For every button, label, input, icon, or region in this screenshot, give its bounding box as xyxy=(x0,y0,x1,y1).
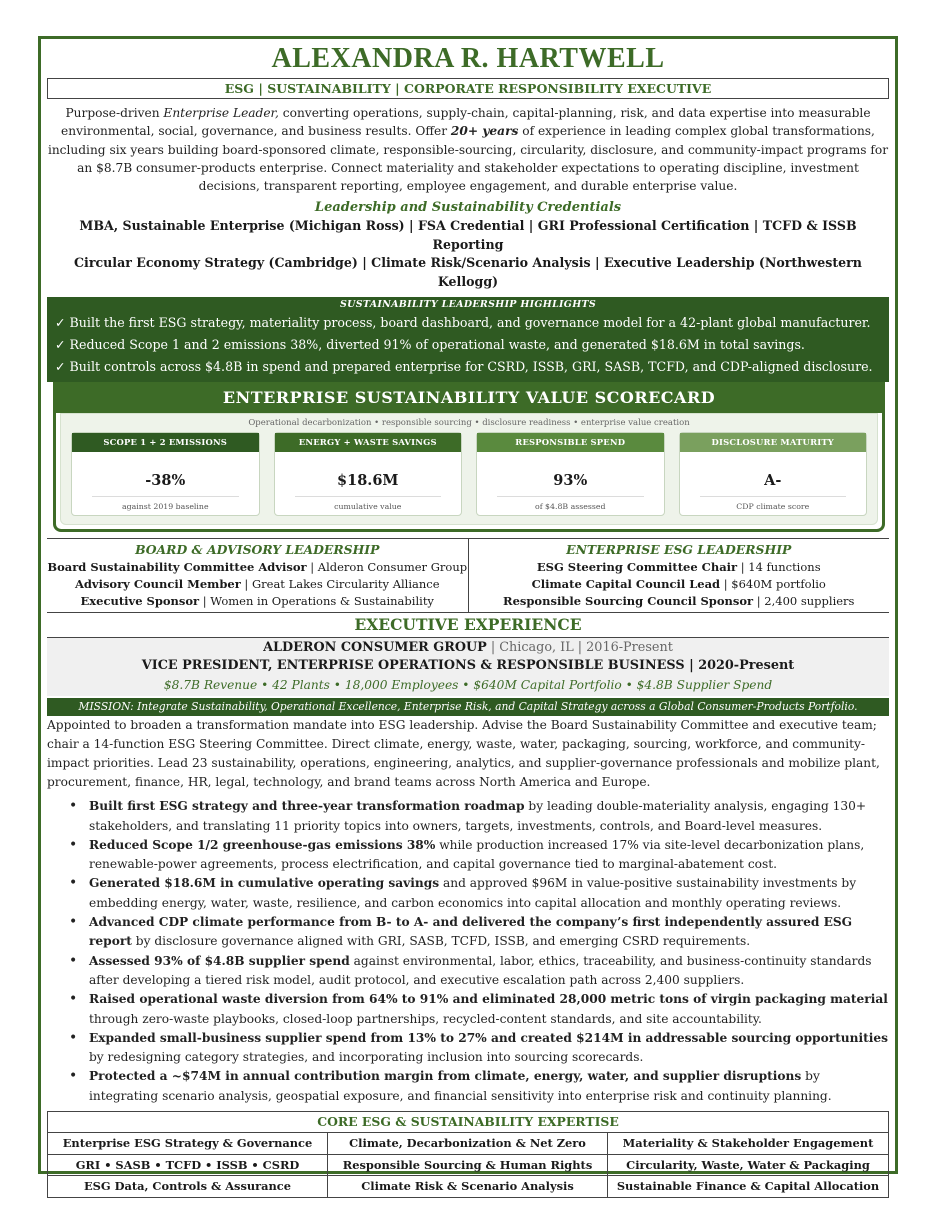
achievement-text: through zero-waste playbooks, closed-loop partnerships, recycled-content standards, and site accountability. xyxy=(89,1011,762,1026)
summary-italic: Enterprise Leader, xyxy=(163,106,279,120)
expertise-cell: Enterprise ESG Strategy & Governance xyxy=(48,1133,328,1155)
card-divider xyxy=(497,496,644,497)
card-label: DISCLOSURE MATURITY xyxy=(680,433,867,452)
esg-role-line xyxy=(469,559,890,576)
expertise-cell: Circularity, Waste, Water & Packaging xyxy=(608,1155,888,1177)
achievement-item xyxy=(47,913,889,952)
enterprise-esg-column xyxy=(468,539,890,612)
credentials-line-2: Circular Economy Strategy (Cambridge) | Climate Risk/Scenario Analysis | Executive Leadership (Northwestern Kellogg) xyxy=(74,255,862,289)
expertise-cell: Materiality & Stakeholder Engagement xyxy=(608,1133,888,1155)
card-value: -38% xyxy=(145,472,186,490)
role-detail: | Alderon Consumer Group xyxy=(306,560,468,575)
achievement-lead: Built first ESG strategy and three-year transformation roadmap xyxy=(89,799,525,814)
board-advisory-title: BOARD & ADVISORY LEADERSHIP xyxy=(135,542,380,558)
expertise-cell: Climate, Decarbonization & Net Zero xyxy=(328,1133,608,1155)
expertise-cell: Climate Risk & Scenario Analysis xyxy=(328,1176,608,1197)
achievement-lead: Advanced CDP climate performance from B- to A- and delivered the company’s first independently assured ESG report xyxy=(89,915,853,949)
expertise-cell: GRI • SASB • TCFD • ISSB • CSRD xyxy=(48,1155,328,1177)
company-line xyxy=(47,639,889,657)
board-role-line xyxy=(47,559,468,576)
role-name: Board Sustainability Committee Advisor xyxy=(47,560,307,575)
card-value: 93% xyxy=(553,472,588,490)
scorecard-card xyxy=(476,432,665,516)
achievement-item xyxy=(47,1029,889,1068)
achievement-lead: Raised operational waste diversion from 64% to 91% and eliminated 28,000 metric tons of virgin packaging material xyxy=(89,992,888,1007)
job-title: VICE PRESIDENT, ENTERPRISE OPERATIONS & RESPONSIBLE BUSINESS | 2020-Present xyxy=(141,658,795,674)
achievement-lead: Expanded small-business supplier spend from 13% to 27% and created $214M in addressable sourcing opportunities xyxy=(89,1030,888,1045)
card-divider xyxy=(700,496,847,497)
achievement-item xyxy=(47,797,889,836)
esg-role-line xyxy=(469,576,890,593)
company-name: ALDERON CONSUMER GROUP xyxy=(263,640,487,656)
company-stats: $8.7B Revenue • 42 Plants • 18,000 Employees • $640M Capital Portfolio • $4.8B Supplier Spend xyxy=(163,677,773,692)
achievement-text: by leading double-materiality analysis, engaging 130+ stakeholders, and translating 11 priority topics into owners, targets, investments, controls, and Board-level measures. xyxy=(89,799,867,833)
summary-text-3: of experience in leading complex global transformations, including six years building board-sponsored climate, responsible-sourcing, circularity, disclosure, and community-impact programs for an $8.7B consumer-products enterprise. Connect materiality and stakeholder expectations to operating discipline, investment decisions, transparent reporting, employee engagement, and durable enterprise value. xyxy=(47,124,889,194)
card-label: SCOPE 1 + 2 EMISSIONS xyxy=(72,433,259,452)
achievement-text: by disclosure governance aligned with GRI, SASB, TCFD, ISSB, and emerging CSRD requirements. xyxy=(131,934,751,949)
core-expertise-table xyxy=(47,1111,889,1198)
company-location: | Chicago, IL | 2016-Present xyxy=(486,640,673,656)
highlight-item: ✓ Reduced Scope 1 and 2 emissions 38%, diverted 91% of operational waste, and generated $18.6M in total savings. xyxy=(55,337,805,353)
achievement-item xyxy=(47,1067,889,1106)
achievement-text: by redesigning category strategies, and incorporating inclusion into sourcing scorecards. xyxy=(89,1050,644,1065)
card-note: of $4.8B assessed xyxy=(535,502,606,512)
card-label: ENERGY + WASTE SAVINGS xyxy=(275,433,462,452)
role-name: Advisory Council Member xyxy=(74,577,241,592)
achievement-item xyxy=(47,874,889,913)
card-label: RESPONSIBLE SPEND xyxy=(477,433,664,452)
card-divider xyxy=(92,496,239,497)
achievement-text: and approved $96M in value-positive sustainability investments by embedding energy, water, waste, resilience, and carbon economics into capital allocation and monthly operating reviews. xyxy=(89,876,857,910)
board-role-line xyxy=(47,576,468,593)
achievement-lead: Protected a ~$74M in annual contribution margin from climate, energy, water, and supplier disruptions xyxy=(89,1069,802,1084)
scorecard-subtitle: Operational decarbonization • responsible sourcing • disclosure readiness • enterprise value creation xyxy=(248,418,690,429)
role-name: ESG Steering Committee Chair xyxy=(536,560,738,575)
role-name: Responsible Sourcing Council Sponsor xyxy=(503,594,754,609)
summary-text-1: Purpose-driven xyxy=(65,106,164,120)
role-intro: Appointed to broaden a transformation mandate into ESG leadership. Advise the Board Sustainability Committee and executive team; chair a 14-function ESG Steering Committee. Direct climate, energy, waste, water, packaging, sourcing, workforce, and community-impact priorities. Lead 23 sustainability, operations, engineering, analytics, and supplier-governance professionals and mobilize plant, procurement, finance, HR, legal, technology, and brand teams across North America and Europe. xyxy=(47,718,880,789)
achievement-text: against environmental, labor, ethics, traceability, and business-continuity standards after developing a tiered risk model, audit protocol, and executive escalation path across 2,400 suppliers. xyxy=(89,953,872,987)
highlights-panel xyxy=(47,297,889,382)
summary-text-2: converting operations, supply-chain, capital-planning, risk, and data expertise into measurable environmental, social, governance, and business results. Offer xyxy=(61,106,871,139)
core-expertise-grid xyxy=(48,1133,888,1197)
summary-paragraph xyxy=(47,104,889,195)
card-note: CDP climate score xyxy=(736,502,810,512)
professional-title: ESG | SUSTAINABILITY | CORPORATE RESPONSIBILITY EXECUTIVE xyxy=(47,78,889,99)
highlight-item: ✓ Built controls across $4.8B in spend and prepared enterprise for CSRD, ISSB, GRI, SASB, TCFD, and CDP-aligned disclosure. xyxy=(55,359,873,375)
role-detail: | 14 functions xyxy=(737,560,821,575)
esg-role-line xyxy=(469,593,890,610)
achievement-lead: Generated $18.6M in cumulative operating savings xyxy=(89,876,440,891)
achievement-lead: Reduced Scope 1/2 greenhouse-gas emissions 38% xyxy=(89,837,436,852)
card-note: against 2019 baseline xyxy=(121,502,209,512)
credentials-line-1: MBA, Sustainable Enterprise (Michigan Ross) | FSA Credential | GRI Professional Certification | TCFD & ISSB Reporting xyxy=(79,218,857,252)
company-block xyxy=(47,638,889,696)
board-role-line xyxy=(47,593,468,610)
scorecard-card xyxy=(274,432,463,516)
role-name: Climate Capital Council Lead xyxy=(531,577,721,592)
candidate-name: ALEXANDRA R. HARTWELL xyxy=(271,43,665,74)
enterprise-esg-title: ENTERPRISE ESG LEADERSHIP xyxy=(566,542,792,558)
role-detail: | Women in Operations & Sustainability xyxy=(199,594,434,609)
leadership-roles-section xyxy=(47,538,889,613)
achievement-item xyxy=(47,836,889,875)
scorecard-title: ENTERPRISE SUSTAINABILITY VALUE SCORECARD xyxy=(56,382,882,413)
core-expertise-title: CORE ESG & SUSTAINABILITY EXPERTISE xyxy=(48,1112,888,1133)
achievement-item xyxy=(47,990,889,1029)
resume-page xyxy=(38,36,898,1194)
card-divider xyxy=(295,496,442,497)
role-detail: | $640M portfolio xyxy=(720,577,826,592)
board-advisory-column xyxy=(47,539,468,612)
resume-content xyxy=(47,43,889,1198)
scorecard-card xyxy=(679,432,868,516)
scorecard-panel xyxy=(53,382,885,532)
expertise-cell: ESG Data, Controls & Assurance xyxy=(48,1176,328,1197)
achievement-text: by integrating scenario analysis, geospatial exposure, and financial sensitivity into enterprise risk and continuity planning. xyxy=(89,1069,832,1103)
achievement-lead: Assessed 93% of $4.8B supplier spend xyxy=(89,953,350,968)
experience-title: EXECUTIVE EXPERIENCE xyxy=(47,613,889,638)
credentials-title: Leadership and Sustainability Credentials xyxy=(314,200,622,216)
achievement-list xyxy=(47,797,889,1106)
card-note: cumulative value xyxy=(334,502,402,512)
card-value: A- xyxy=(764,472,782,490)
summary-bold: 20+ years xyxy=(450,124,519,139)
expertise-cell: Sustainable Finance & Capital Allocation xyxy=(616,1179,880,1194)
role-detail: | Great Lakes Circularity Alliance xyxy=(240,577,440,592)
expertise-cell: Responsible Sourcing & Human Rights xyxy=(328,1155,608,1177)
scorecard-cards xyxy=(69,432,869,516)
scorecard-body xyxy=(60,413,878,525)
highlights-title: SUSTAINABILITY LEADERSHIP HIGHLIGHTS xyxy=(339,299,597,311)
achievement-text: while production increased 17% via site-level decarbonization plans, renewable-power agreements, process electrification, and capital governance tied to marginal-abatement cost. xyxy=(89,837,865,872)
highlight-item: ✓ Built the first ESG strategy, materiality process, board dashboard, and governance model for a 42-plant global manufacturer. xyxy=(55,315,871,331)
card-value: $18.6M xyxy=(337,472,399,490)
role-detail: | 2,400 suppliers xyxy=(753,594,855,609)
mission-banner: MISSION: Integrate Sustainability, Operational Excellence, Enterprise Risk, and Capital Strategy across a Global Consumer-Products Portfolio. xyxy=(47,698,889,716)
role-name: Executive Sponsor xyxy=(80,594,200,609)
scorecard-card xyxy=(71,432,260,516)
achievement-item xyxy=(47,952,889,991)
